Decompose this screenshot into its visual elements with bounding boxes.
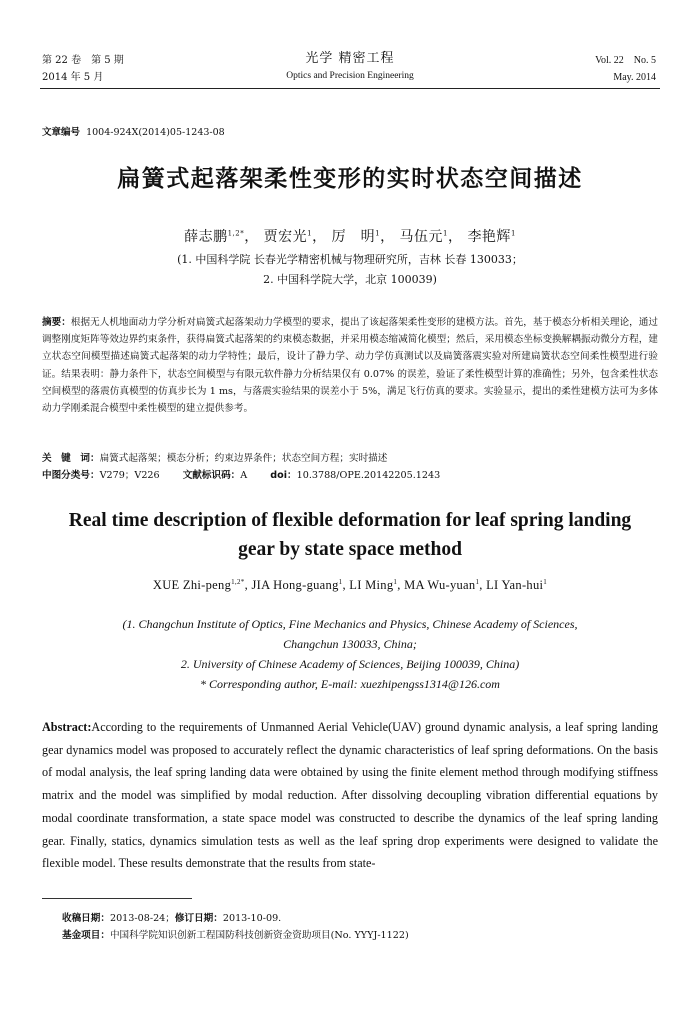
author-sup: 1	[443, 229, 448, 238]
abstract-en	[42, 716, 658, 875]
affiliation-en-line	[20, 614, 680, 634]
revised-label: 修订日期：	[174, 913, 223, 924]
affiliation-cn-line: (1. 中国科学院 长春光学精密机械与物理研究所，吉林 长春 130033；	[177, 253, 523, 266]
author-cn: 李艳辉	[467, 229, 511, 245]
authors-cn: 薛志鹏$^{1,2*}$， 贾宏光$^1$， 厉 明$^1$， 马伍元$^1$， 李艳辉$^1$	[184, 229, 516, 245]
received-value: 2013-08-24；	[109, 913, 175, 924]
journal-name-en: Optics and Precision Engineering	[286, 71, 414, 81]
author-sup: 1,2*	[227, 229, 245, 238]
classification-cn	[42, 467, 658, 484]
volume-issue-cn: 第 22 卷 第 5 期	[42, 55, 124, 66]
keywords-cn	[42, 450, 658, 467]
abstract-en-text: According to the requirements of Unmanned Aerial Vehicle(UAV) ground dynamic analysis, a leaf spring landing gear dynamics model was proposed to accurately reflect the dynamic characteristics of leaf spring deformations. On the basis of modal analysis, the leaf spring landing data were obtained by using the finite element method through modifying stiffness matrix and the model was simplified by modal reduction. After dissolving decoupling vibration differential equations by modal coordinate transformation, a state space model was constructed to describe the dynamics of the leaf spring landing gear. Finally, statics, dynamics simulation tests as well as the leaf spring drop experiments were designed to validate the flexible model. These results demonstrate that the results from state-	[42, 720, 658, 871]
received-label: 收稿日期：	[62, 913, 110, 924]
author-sup: 1	[375, 229, 381, 238]
header-right	[595, 52, 656, 86]
fund-value: 中国科学院知识创新工程国防科技创新资金资助项目(No. YYYJ-1122)	[109, 930, 409, 941]
doi-value: 10.3788/OPE.20142205.1243	[296, 470, 441, 481]
author-en: XUE Zhi-peng	[152, 578, 232, 593]
article-number-value: 1004-924X(2014)05-1243-08	[86, 127, 225, 138]
title-en: Real time description of flexible deformation for leaf spring landing gear by state space method	[68, 510, 632, 560]
doi-label: doi：	[270, 470, 297, 481]
header-center	[200, 50, 500, 84]
clc-label: 中图分类号：	[42, 470, 100, 481]
abstract-en-label: Abstract:	[42, 720, 92, 734]
doc-code-label: 文献标识码：	[182, 470, 241, 481]
affiliation-en-text: Changchun 130033, China;	[283, 637, 417, 651]
affiliation-en-text: (1. Changchun Institute of Optics, Fine Mechanics and Physics, Chinese Academy of Sciences,	[122, 617, 578, 631]
affiliation-en-line	[20, 654, 680, 674]
affiliation-cn	[0, 250, 700, 290]
affiliation-en-text: 2. University of Chinese Academy of Sciences, Beijing 100039, China)	[180, 657, 520, 671]
abstract-cn	[42, 314, 658, 417]
author-cn: 厉 明	[331, 229, 376, 245]
volume-issue-en: Vol. 22 No. 5	[595, 55, 656, 66]
author-sup: 1	[543, 578, 548, 586]
clc-value: V279；V226	[99, 470, 160, 481]
author-sup: 1	[510, 229, 516, 238]
journal-name-cn: 光学 精密工程	[305, 51, 395, 66]
fund-project	[62, 927, 662, 944]
abstract-cn-label: 摘要：	[42, 317, 71, 328]
article-number-label: 文章编号	[42, 127, 81, 138]
author-cn: 贾宏光	[263, 229, 308, 245]
author-en: LI Ming	[349, 578, 394, 593]
author-cn: 薛志鹏	[184, 229, 228, 245]
title-cn: 扁簧式起落架柔性变形的实时状态空间描述	[117, 166, 583, 192]
footnote-divider	[42, 898, 192, 899]
keywords-cn-label: 关 键 词：	[42, 453, 100, 464]
authors-en: XUE Zhi-peng$^{1,2*}$, JIA Hong-guang$^1$, LI Ming$^1$, MA Wu-yuan$^1$, LI Yan-hui$^1$	[152, 578, 548, 593]
affiliation-en	[20, 614, 680, 694]
author-sup: 1,2*	[231, 578, 245, 586]
keywords-cn-text: 扁簧式起落架；模态分析；约束边界条件；状态空间方程；实时描述	[99, 453, 388, 464]
corresponding-author-text: * Corresponding author, E-mail: xuezhipengss1314@126.com	[200, 677, 500, 691]
fund-label: 基金项目：	[62, 930, 110, 941]
author-en: LI Yan-hui	[486, 578, 544, 593]
corresponding-author	[20, 674, 680, 694]
received-revised-dates	[62, 910, 662, 927]
article-number	[42, 124, 225, 138]
footnotes	[62, 910, 662, 944]
header-divider	[40, 88, 660, 89]
header-left	[42, 52, 124, 86]
abstract-cn-text: 根据无人机地面动力学分析对扁簧式起落架动力学模型的要求，提出了该起落架柔性变形的建模方法。首先，基于模态分析相关理论，通过调整刚度矩阵等效边界约束条件，获得扁簧式起落架的约束模态数据，并采用模态缩减简化模型；然后，采用模态坐标变换解耦振动微分方程，建立状态空间模型描述扁簧式起落架的动力学特性；最后，设计了静力学、动力学仿真测试以及扁簧落震实验对所建扁簧状态空间柔性模型进行验证。结果表明：静力条件下，状态空间模型与有限元软件静力分析结果仅有 0.07% 的误差，验证了柔性模型计算的准确性；另外，包含柔性状态空间模型的落震仿真模型的仿真步长为 1 ms，与落震实验结果的误差小于 5%，满足飞行仿真的要求。实验显示，提出的柔性建模方法可为多体动力学刚柔混合模型中柔性模型的建立提供参考。	[42, 317, 659, 415]
author-sup: 1	[475, 578, 480, 586]
doc-code-value: A	[240, 470, 248, 481]
author-en: JIA Hong-guang	[251, 578, 339, 593]
author-sup: 1	[338, 578, 343, 586]
author-en: MA Wu-yuan	[404, 578, 476, 593]
author-sup: 1	[307, 229, 313, 238]
date-en: May. 2014	[613, 72, 656, 83]
date-cn: 2014 年 5 月	[42, 72, 104, 83]
author-sup: 1	[393, 578, 398, 586]
revised-value: 2013-10-09.	[222, 913, 282, 924]
affiliation-en-line	[20, 634, 680, 654]
author-cn: 马伍元	[399, 229, 444, 245]
affiliation-cn-line: 2. 中国科学院大学，北京 100039)	[263, 273, 437, 286]
